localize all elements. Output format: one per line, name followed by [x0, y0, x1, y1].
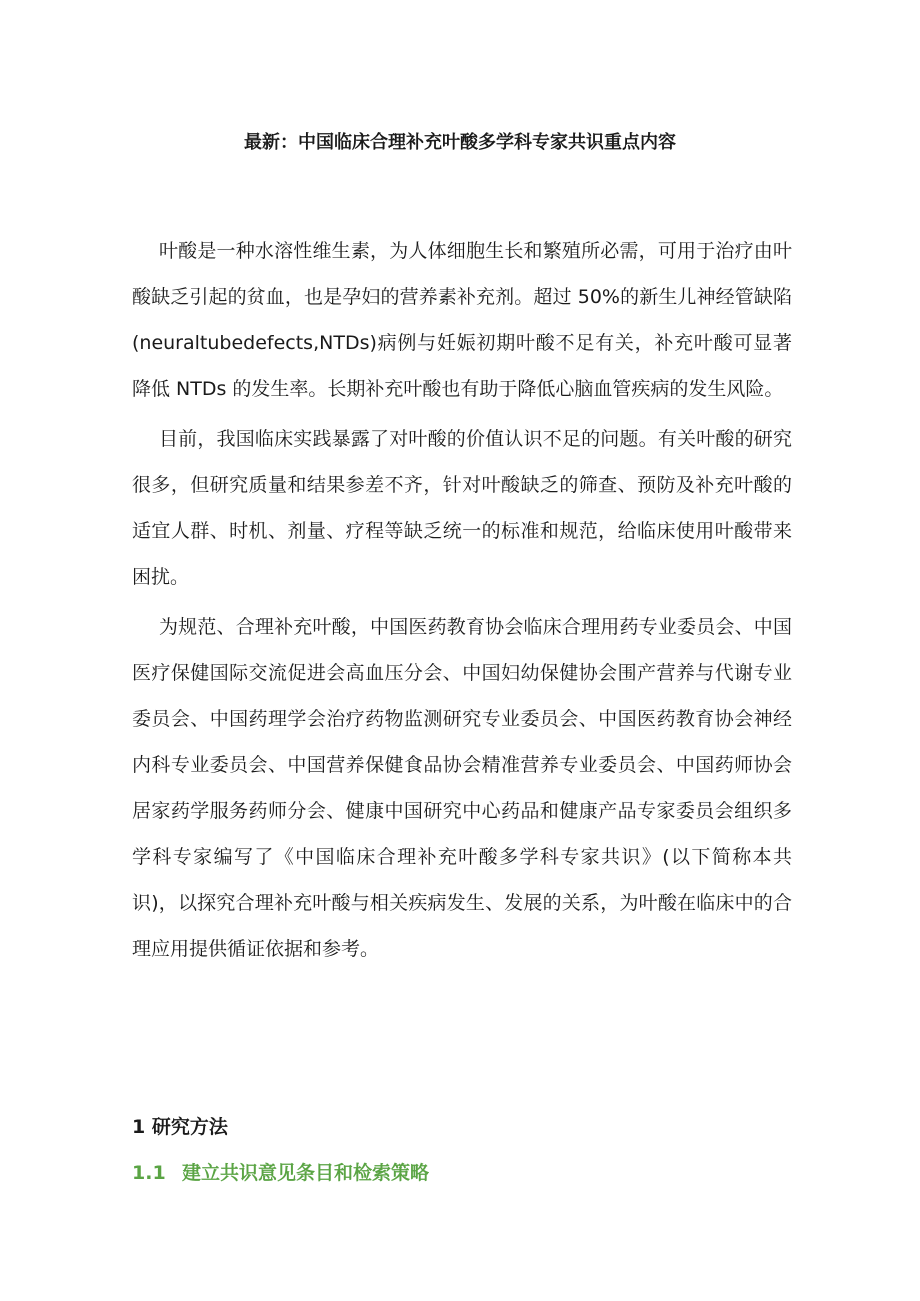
paragraph-consensus-purpose: 为规范、合理补充叶酸，中国医药教育协会临床合理用药专业委员会、中国医疗保健国际交流促进会高血压分会、中国妇幼保健协会围产营养与代谢专业委员会、中国药理学会治疗药物监测研究专业委员会、中国医药教育协会神经内科专业委员会、中国营养保健食品协会精准营养专业委员会、中国药师协会居家药学服务药师分会、健康中国研究中心药品和健康产品专家委员会组织多学科专家编写了《中国临床合理补充叶酸多学科专家共识》(以下简称本共识)，以探究合理补充叶酸与相关疾病发生、发展的关系，为叶酸在临床中的合理应用提供循证依据和参考。: [132, 616, 792, 960]
document-body: [132, 228, 792, 976]
paragraph-current-status: 目前，我国临床实践暴露了对叶酸的价值认识不足的问题。有关叶酸的研究很多，但研究质量和结果参差不齐，针对叶酸缺乏的筛查、预防及补充叶酸的适宜人群、时机、剂量、疗程等缺乏统一的标准和规范，给临床使用叶酸带来困扰。: [132, 428, 792, 588]
subsection-heading: [132, 1156, 429, 1190]
section-heading: 1 研究方法: [132, 1116, 228, 1138]
subsection-number: 1.1: [132, 1162, 166, 1184]
document-title: 最新：中国临床合理补充叶酸多学科专家共识重点内容: [244, 132, 676, 153]
paragraph-intro: 叶酸是一种水溶性维生素，为人体细胞生长和繁殖所必需，可用于治疗由叶酸缺乏引起的贫血，也是孕妇的营养素补充剂。超过 50%的新生儿神经管缺陷(neuraltubedefects,NTDs)病例与妊娠初期叶酸不足有关，补充叶酸可显著降低 NTDs 的发生率。长期补充叶酸也有助于降低心脑血管疾病的发生风险。: [132, 240, 792, 400]
subsection-title: 建立共识意见条目和检索策略: [182, 1162, 430, 1184]
